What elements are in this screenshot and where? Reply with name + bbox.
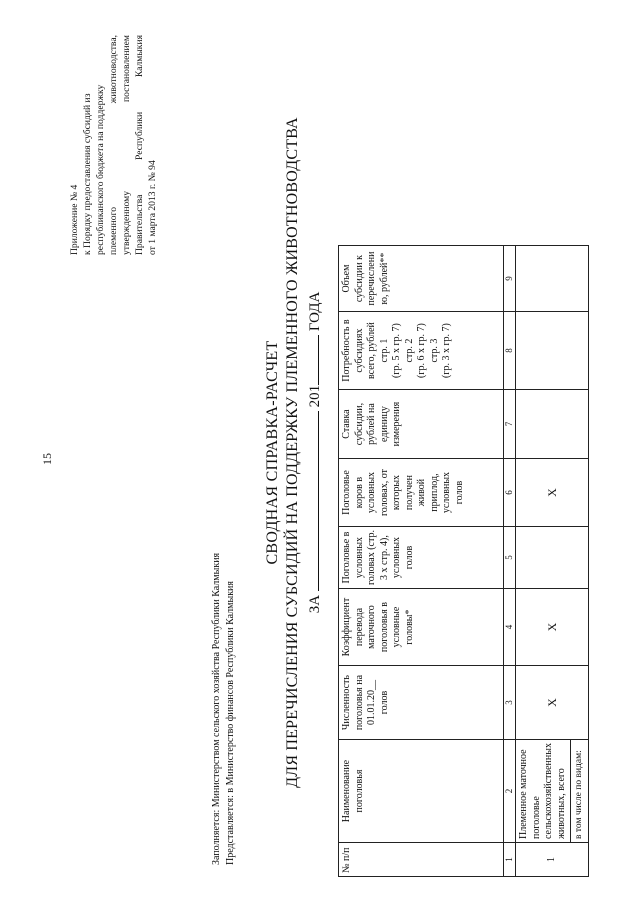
appendix-line: к Порядку предоставления субсидий из bbox=[82, 93, 93, 255]
period-year-prefix: 201 bbox=[307, 384, 323, 408]
period-goda: ГОДА bbox=[307, 291, 323, 332]
row-name: Племенное маточное поголовье сельскохозяйственных животных, всего bbox=[516, 740, 571, 843]
row-number: 1 bbox=[516, 843, 589, 877]
column-number: 8 bbox=[504, 312, 516, 390]
subsidy-calc-table bbox=[338, 245, 589, 877]
appendix-line: Приложение № 4 bbox=[69, 184, 80, 255]
header-cell: № п/п bbox=[339, 843, 504, 877]
header-cell: Ставка субсидии, рублей на единицу измерения bbox=[339, 390, 504, 459]
period-za: ЗА bbox=[307, 594, 323, 614]
cell-x: Х bbox=[516, 459, 589, 527]
column-number: 1 bbox=[504, 843, 516, 877]
cell-x: Х bbox=[516, 589, 589, 666]
appendix-note bbox=[68, 35, 159, 255]
header-cell: Численность поголовья на 01.01.20__ голов bbox=[339, 666, 504, 740]
column-number: 6 bbox=[504, 459, 516, 527]
period-blank bbox=[304, 411, 319, 591]
column-number: 5 bbox=[504, 527, 516, 589]
appendix-line: утвержденному постановлением bbox=[121, 35, 132, 255]
empty-cell bbox=[516, 390, 589, 459]
header-cell: Потребность в субсидиях всего, рублей стр. 1 (гр. 5 х гр. 7) стр. 2 (гр. 6 х гр. 7) стр. 3 (гр. 3 х гр. 7) bbox=[339, 312, 504, 390]
document-title: СВОДНАЯ СПРАВКА-РАСЧЕТ bbox=[264, 340, 281, 565]
empty-cell bbox=[516, 246, 589, 312]
header-cell: Поголовье коров в условных головах, от которых получен живой приплод, условных голов bbox=[339, 459, 504, 527]
column-number: 2 bbox=[504, 740, 516, 843]
page-number: 15 bbox=[40, 453, 54, 465]
header-cell: Коэффициент перевода маточного поголовья в условные головы* bbox=[339, 589, 504, 666]
period-line bbox=[304, 0, 324, 905]
appendix-line: республиканского бюджета на поддержку bbox=[95, 84, 106, 255]
column-number: 9 bbox=[504, 246, 516, 312]
document-subtitle: ДЛЯ ПЕРЕЧИСЛЕНИЯ СУБСИДИЙ НА ПОДДЕРЖКУ ПЛЕМЕННОГО ЖИВОТНОВОДСТВА bbox=[284, 117, 301, 788]
appendix-line: от 1 марта 2013 г. № 94 bbox=[147, 160, 158, 255]
appendix-line: Правительства Республики Калмыкия bbox=[134, 35, 145, 255]
fill-note bbox=[210, 553, 238, 865]
year-blank bbox=[304, 335, 319, 385]
header-cell: Поголовье в условных головах (стр. 3 х стр. 4), условных голов bbox=[339, 527, 504, 589]
column-number-row bbox=[504, 246, 516, 877]
column-number: 4 bbox=[504, 589, 516, 666]
table-row bbox=[516, 246, 571, 877]
submitted-to-text: Представляется: в Министерство финансов Республики Калмыкия bbox=[225, 581, 236, 865]
appendix-line: племенного животноводства, bbox=[108, 35, 119, 255]
header-cell: Объем субсидии к перечислени ю, рублей** bbox=[339, 246, 504, 312]
column-number: 7 bbox=[504, 390, 516, 459]
header-cell: Наименование поголовья bbox=[339, 740, 504, 843]
empty-cell bbox=[516, 312, 589, 390]
filled-by-text: Заполняется: Министерством сельского хозяйства Республики Калмыкия bbox=[211, 552, 222, 865]
empty-cell bbox=[516, 527, 589, 589]
row-subheading: в том числе по видам: bbox=[571, 740, 589, 843]
cell-x: Х bbox=[516, 666, 589, 740]
header-row bbox=[339, 246, 504, 877]
column-number: 3 bbox=[504, 666, 516, 740]
